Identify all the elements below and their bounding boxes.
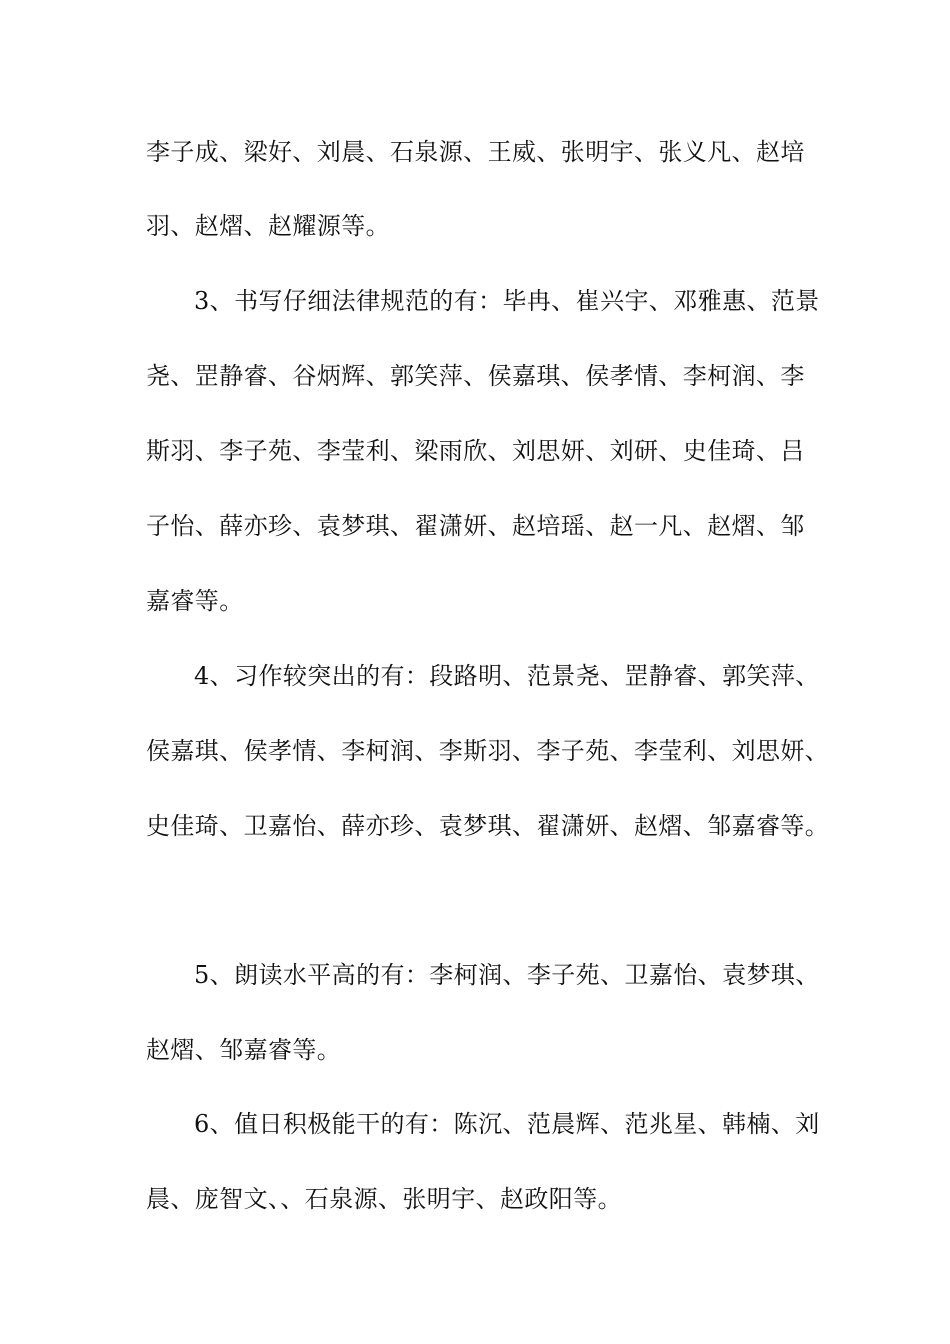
item-4-line-1: 4、习作较突出的有：段路明、范景尧、罡静睿、郭笑萍、: [194, 662, 820, 690]
item-3-line-4: 子怡、薛亦珍、袁梦琪、翟潇妍、赵培瑶、赵一凡、赵熠、邹: [146, 512, 805, 540]
item-3-line-5: 嘉睿等。: [146, 587, 244, 615]
item-5-line-1: 5、朗读水平高的有：李柯润、李子苑、卫嘉怡、袁梦琪、: [194, 961, 820, 989]
item-6-line-2: 晨、庞智文、、石泉源、张明宇、赵政阳等。: [146, 1185, 622, 1213]
item-4-line-3: 史佳琦、卫嘉怡、薛亦珍、袁梦琪、翟潇妍、赵熠、邹嘉睿等。: [146, 812, 830, 840]
text-line-1: 李子成、梁好、刘晨、石泉源、王威、张明宇、张义凡、赵培: [146, 138, 805, 166]
item-3-line-2: 尧、罡静睿、谷炳辉、郭笑萍、侯嘉琪、侯孝情、李柯润、李: [146, 362, 805, 390]
text-line-2: 羽、赵熠、赵耀源等。: [146, 212, 390, 240]
item-6-line-1: 6、值日积极能干的有：陈沉、范晨辉、范兆星、韩楠、刘: [194, 1110, 820, 1138]
item-3-line-1: 3、书写仔细法律规范的有：毕冉、崔兴宇、邓雅惠、范景: [194, 287, 820, 315]
item-4-line-2: 侯嘉琪、侯孝情、李柯润、李斯羽、李子苑、李莹利、刘思妍、: [146, 737, 830, 765]
item-3-line-3: 斯羽、李子苑、李莹利、梁雨欣、刘思妍、刘研、史佳琦、吕: [146, 437, 805, 465]
item-5-line-2: 赵熠、邹嘉睿等。: [146, 1036, 342, 1064]
